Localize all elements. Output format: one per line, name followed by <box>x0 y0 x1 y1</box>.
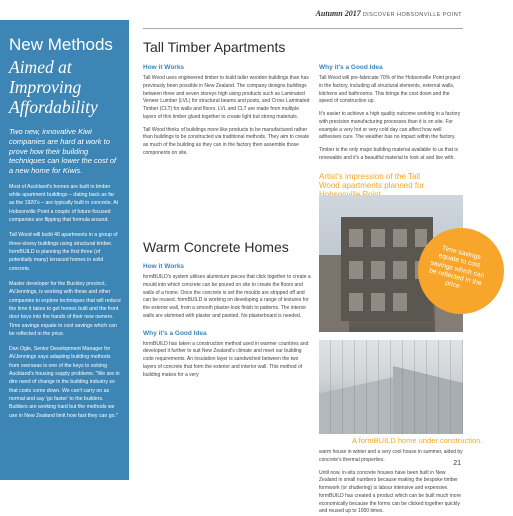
sidebar-script-title <box>9 57 121 117</box>
timber-why-paragraph: Timber is the only major building material available to us that is renewable and it's a beautiful material to look at and live with. <box>319 147 463 163</box>
concrete-why-paragraph: warm house in winter and a very cool house in summer, aided by concrete's thermal properties. <box>319 449 463 465</box>
section-label: DISCOVER HOBSONVILLE POINT <box>363 12 462 18</box>
sidebar-paragraph: Tall Wood will build 40 apartments in a group of three-storey buildings using structural timber. formBUILD is planning the first three (of potentially many) terraced homes in solid concrete. <box>9 231 121 273</box>
concrete-column <box>143 240 313 379</box>
timber-title: Tall Timber Apartments <box>143 40 313 54</box>
formbuild-home-image <box>319 340 463 434</box>
top-divider <box>143 28 463 29</box>
page-header <box>316 9 462 18</box>
timber-why-heading: Why it's a Good Idea <box>319 64 463 71</box>
timber-how-paragraph: Tall Wood thinks of buildings more like products to be manufactured rather than buildings to be constructed via traditional methods. They aim to create as much of the building as they can in the factory then assemble those components on site. <box>143 127 313 158</box>
concrete-title: Warm Concrete Homes <box>143 240 313 254</box>
timber-how-column <box>143 40 313 158</box>
script-line: Aimed at <box>9 57 121 77</box>
script-line: Affordability <box>9 97 121 117</box>
timber-why-paragraph: It's easier to achieve a high quality outcome working in a factory with precision manufacturing processes than it is on site. For example a very hot or very cold day can affect how well adhesives cure. The weather has no impact within the factory. <box>319 111 463 142</box>
concrete-how-paragraph: formBUILD's system utilises aluminium pieces that click together to create a mould into which concrete can be poured on site to create the floors and walls of a home. Once the concrete is set the moulds are stripped off and can be reused. formBUILD is working on developing a range of textures for the exterior wall, from a smooth plaster-look finish to patterns. The interior walls are skimmed with plaster and painted. No plasterboard is needed. <box>143 274 313 321</box>
script-line: Improving <box>9 77 121 97</box>
savings-callout-circle: Time savings equate to cost savings which can be reflected in the price. <box>409 219 513 323</box>
timber-why-paragraph: Tall Wood will pre-fabricate 70% of the Hobsonville Point project in the factory, including all structural elements, external walls, kitchens and bathrooms. This brings the cost down and the speed of construction up. <box>319 75 463 106</box>
concrete-why-heading: Why it's a Good Idea <box>143 330 313 337</box>
concrete-how-heading: How it Works <box>143 263 313 270</box>
sidebar-intro: Two new, innovative Kiwi companies are hard at work to prove how their building techniques can lower the cost of a new home for Kiwis. <box>9 127 121 176</box>
timber-how-paragraph: Tall Wood uses engineered timber to build taller wooden buildings than has previously been possible in New Zealand. The company designs buildings between three and seven storeys high using products such as Laminated Veneer Lumber (LVL) for structural beams and posts, and Cross Laminated Timber (CLT) for walls and floors. LVL and CLT are made from multiple layers of thin timber glued together to create light but strong materials. <box>143 75 313 122</box>
sidebar-title: New Methods <box>9 36 121 55</box>
timber-why-column <box>319 64 463 199</box>
sidebar-paragraph: Dan Ogle, Senior Development Manager for AVJennings says adapting building methods from overseas is one of the keys to solving Auckland's housing supply problems. "We are in dire need of change in the building industry so that costs come down. We can't carry on as normal and say 'go faster' to the builders. Builders are working hard but the methods we use in New Zealand limit how fast they can go." <box>9 345 121 420</box>
edition-label: Autumn 2017 <box>316 9 361 18</box>
concrete-why-right-column <box>319 449 463 516</box>
concrete-why-paragraph: Until now, in-situ concrete houses have been built in New Zealand in small numbers because making the bespoke timber formwork (or shuttering) is labour intensive and expensive. formBUILD has created a product which can be built much more economically because the forms can be clicked together quickly and reused up to 1000 times. <box>319 470 463 516</box>
sidebar-paragraph: Master developer for the Buckley precinct, AVJennings, is working with these and other companies to explore techniques that will reduce the time it takes to get homes built and the front door keys into the hands of their new owners. Time savings equate to cost savings which can be reflected in the price. <box>9 280 121 338</box>
timber-how-heading: How it Works <box>143 64 313 71</box>
page-number: 21 <box>453 460 461 467</box>
sidebar <box>0 20 129 480</box>
concrete-caption: A formBUILD home under construction. <box>352 437 472 446</box>
concrete-why-paragraph: formBUILD has taken a construction method used in warmer countries and developed it further to suit New Zealand's climate and meet our building code requirements. An insulation layer is sandwiched between the two layers of concrete that form the exterior and interior wall. This method of building makes for a very <box>143 341 313 380</box>
sidebar-paragraph: Most of Auckland's homes are built in timber while apartment buildings – dating back as far as the 1920's – are typically built in concrete. At Hobsonville Point a couple of future-focused companies are flipping that formula around. <box>9 183 121 225</box>
timber-caption: Artist's impression of the Tall Wood apartments planned for <box>319 172 429 200</box>
